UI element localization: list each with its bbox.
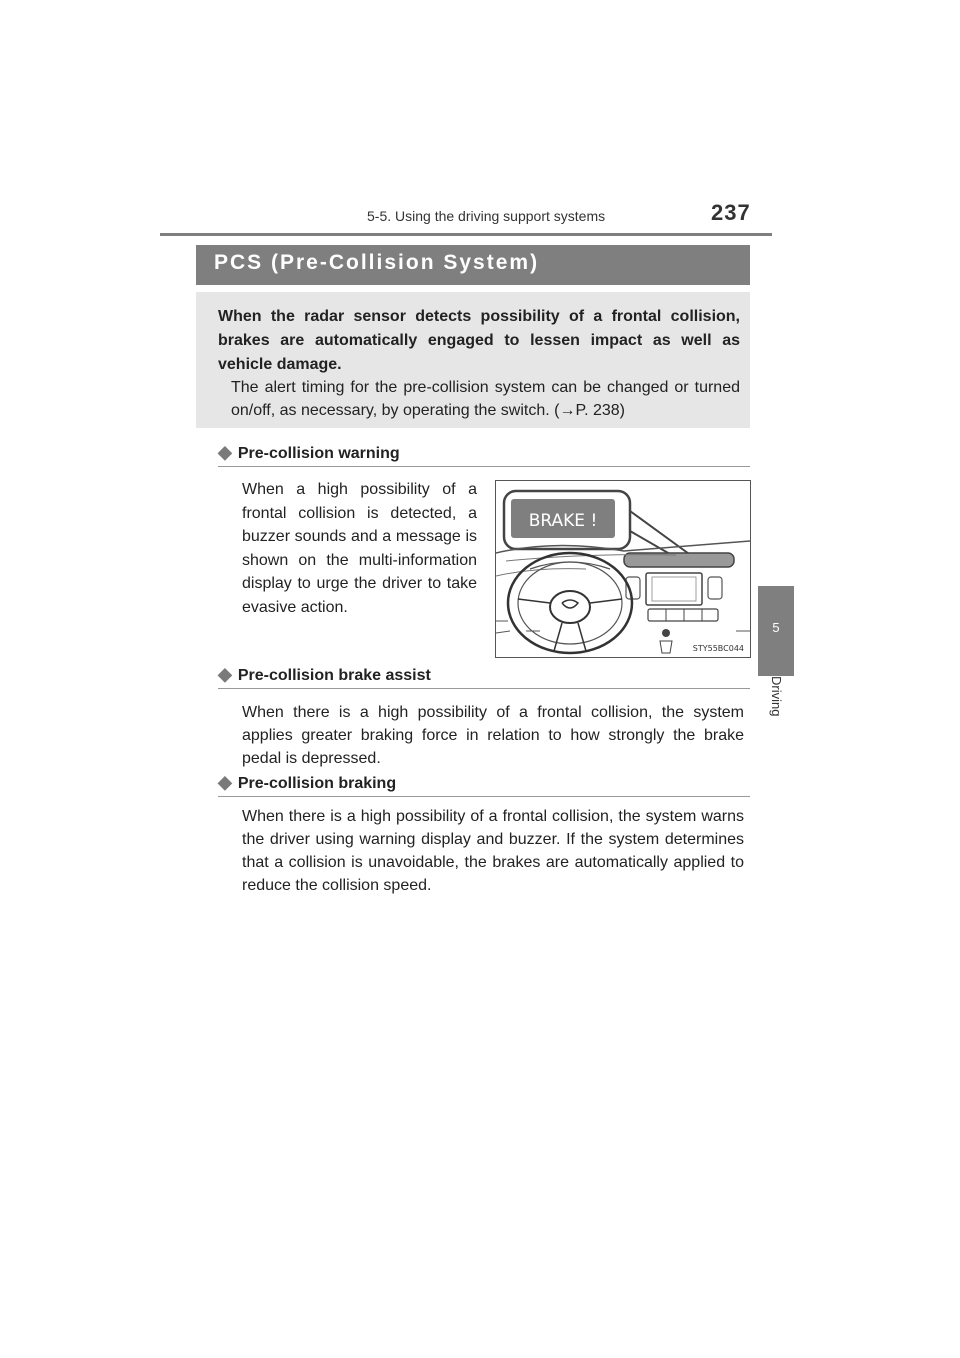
header-rule: [160, 233, 772, 236]
figure-code: STY55BC044: [692, 644, 744, 653]
page-title: PCS (Pre-Collision System): [214, 251, 540, 274]
section-heading-text: Pre-collision braking: [237, 775, 397, 792]
section-rule: [218, 466, 750, 467]
chapter-label: [766, 676, 786, 756]
section-text-braking: When there is a high possibility of a frontal collision, the system warns the driver using warning display and buzzer. If the system determines that a collision is unavoidable, the brakes are automatically applied to reduce the collision speed.: [242, 808, 744, 894]
chapter-tab-number: 5: [772, 620, 780, 635]
section-heading-text: Pre-collision brake assist: [237, 667, 431, 684]
display-message: BRAKE !: [528, 511, 598, 531]
dashboard-illustration: [495, 480, 751, 658]
intro-note: The alert timing for the pre-collision system can be changed or turned on/off, as necessary, by operating the switch. (→P. 238): [231, 379, 740, 419]
diamond-icon: ◆: [218, 664, 232, 684]
section-rule: [218, 688, 750, 689]
section-heading-text: Pre-collision warning: [237, 445, 400, 462]
section-text-brake-assist: When there is a high possibility of a frontal collision, the system applies greater braking force in relation to how strongly the brake pedal is depressed.: [242, 704, 744, 767]
diamond-icon: ◆: [218, 772, 232, 792]
running-header-section: 5-5. Using the driving support systems: [367, 208, 606, 224]
dashboard-drawing: [496, 481, 750, 657]
section-rule: [218, 796, 750, 797]
section-heading-braking: [218, 772, 396, 793]
chapter-label-text: Driving: [769, 676, 784, 717]
page-number: 237: [711, 200, 751, 225]
diamond-icon: ◆: [218, 442, 232, 462]
intro-summary: When the radar sensor detects possibility of a frontal collision, brakes are automatically engaged to lessen impact as well as vehicle damage.: [218, 308, 740, 373]
section-text-warning: When a high possibility of a frontal collision is detected, a buzzer sounds and a message is shown on the multi-information display to urge the driver to take evasive action.: [242, 481, 477, 616]
section-heading-brake-assist: [218, 664, 431, 685]
section-heading-warning: [218, 442, 400, 463]
